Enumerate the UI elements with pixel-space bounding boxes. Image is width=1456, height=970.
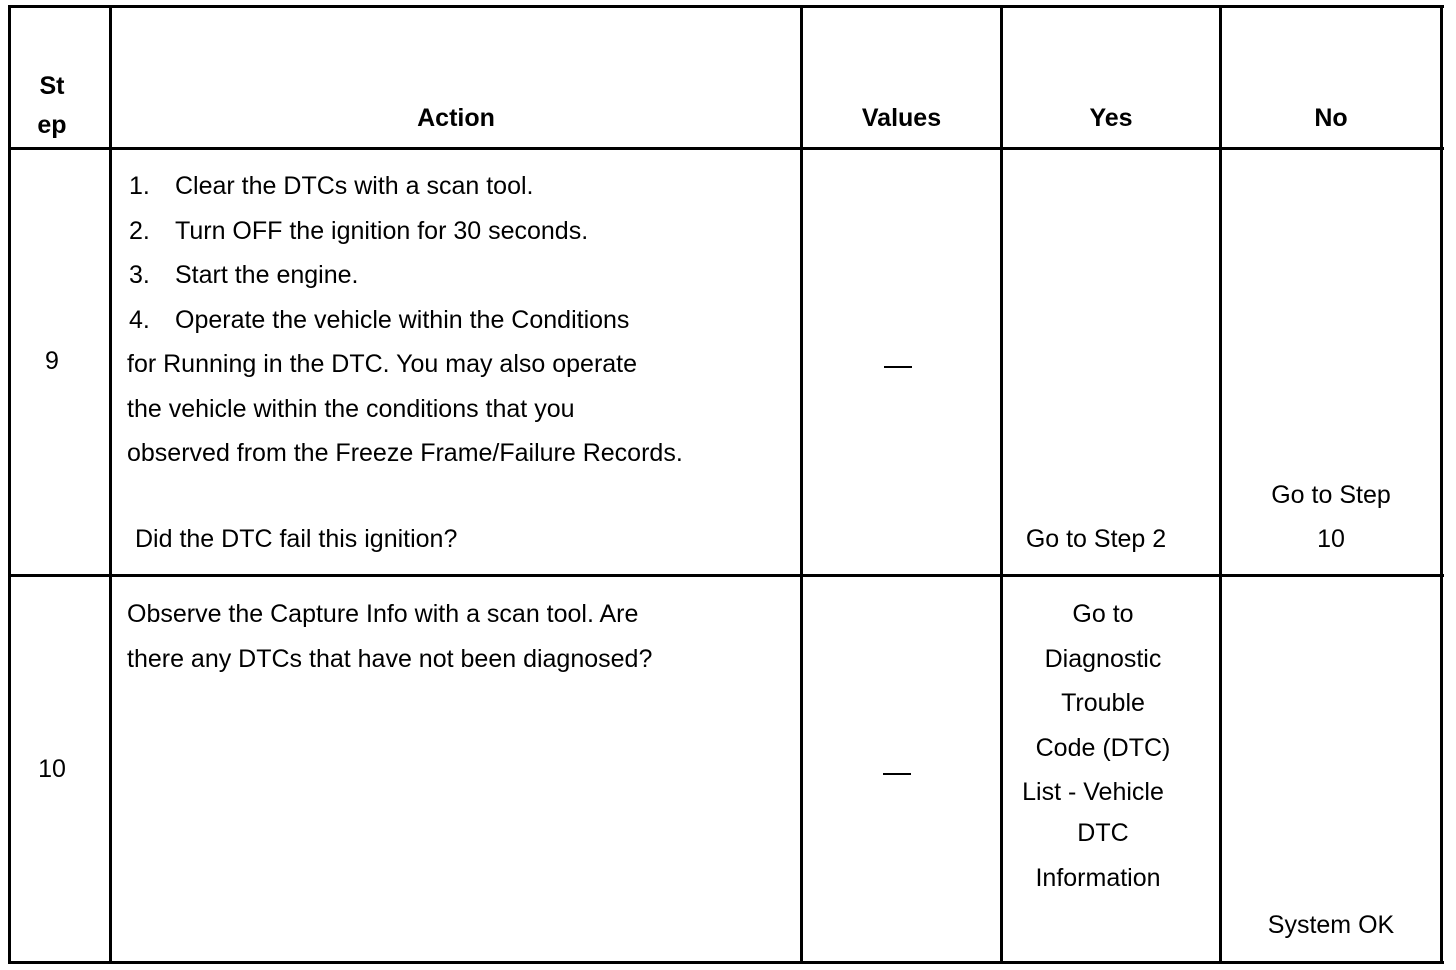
yes-outcome-10-line: Code (DTC) (1035, 734, 1171, 762)
header-yes: Yes (1089, 104, 1133, 132)
no-outcome-9-line1: Go to Step (1271, 481, 1391, 509)
action-continuation-line: for Running in the DTC. You may also operate (127, 350, 638, 378)
action-line: Observe the Capture Info with a scan tool. Are (127, 600, 639, 628)
header-no: No (1314, 104, 1348, 132)
no-outcome-10: System OK (1267, 911, 1395, 939)
header-values: Values (861, 104, 942, 132)
no-outcome-9-line2: 10 (1317, 525, 1345, 553)
header-step (28, 67, 76, 145)
yes-outcome-10-line: List - Vehicle (1022, 778, 1164, 806)
table-border-top (8, 5, 1444, 8)
action-step-number: 1. (129, 172, 150, 200)
yes-outcome-9: Go to Step 2 (1025, 525, 1167, 553)
values-dash (884, 366, 912, 368)
yes-outcome-10-line: Trouble (1061, 689, 1145, 717)
header-action: Action (417, 104, 495, 132)
action-question: Did the DTC fail this ignition? (135, 525, 458, 553)
action-step-text: Start the engine. (175, 261, 359, 289)
table-border-bottom (8, 961, 1444, 964)
action-step-text: Clear the DTCs with a scan tool. (175, 172, 534, 200)
yes-outcome-10-line: Information (1035, 864, 1161, 892)
step-number-9: 9 (45, 347, 59, 375)
action-step-number: 4. (129, 306, 150, 334)
action-step-text: Operate the vehicle within the Conditions (175, 306, 630, 334)
header-step-line1: St (39, 72, 65, 100)
yes-outcome-10-line: Go to (1072, 600, 1134, 628)
column-divider-step (109, 5, 112, 964)
action-step-number: 3. (129, 261, 150, 289)
header-divider (8, 147, 1444, 150)
column-divider-action (800, 5, 803, 964)
table-border-left (8, 5, 11, 964)
action-continuation-line: the vehicle within the conditions that you (127, 395, 575, 423)
action-continuation-line: observed from the Freeze Frame/Failure Records. (127, 439, 683, 467)
header-step-line2: ep (37, 111, 67, 139)
table-border-right (1440, 5, 1443, 964)
action-line: there any DTCs that have not been diagnosed? (127, 645, 653, 673)
diagnostic-table (8, 5, 1444, 964)
yes-outcome-10-line: DTC (1077, 819, 1129, 847)
step-number-10: 10 (38, 755, 66, 783)
action-step-number: 2. (129, 217, 150, 245)
row-divider (8, 574, 1444, 577)
action-step-text: Turn OFF the ignition for 30 seconds. (175, 217, 589, 245)
yes-outcome-10-line: Diagnostic (1044, 645, 1162, 673)
values-dash (883, 773, 911, 775)
